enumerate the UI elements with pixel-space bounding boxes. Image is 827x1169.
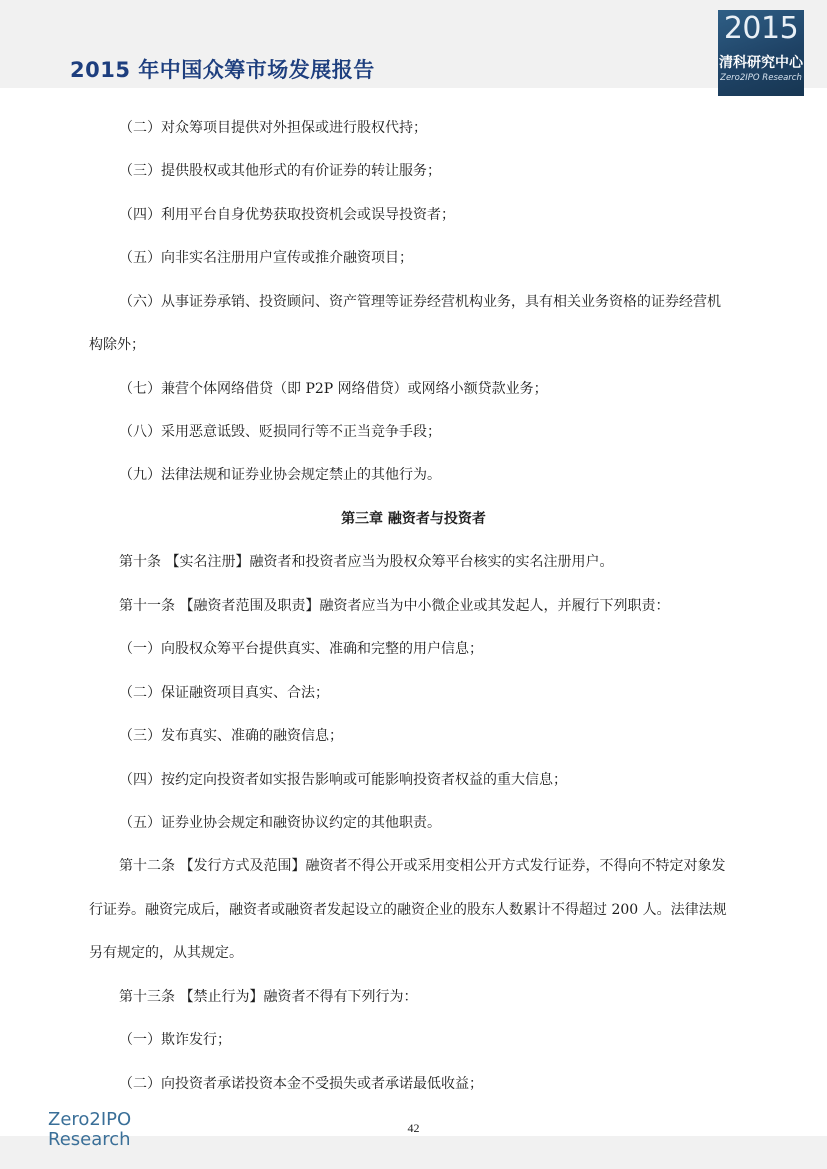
clause-line: 构除外； <box>89 337 145 353</box>
logo-name-cn: 清科研究中心 <box>719 55 803 71</box>
page-number: 42 <box>407 1121 420 1135</box>
article-line: 第十一条 【融资者范围及职责】融资者应当为中小微企业或其发起人，并履行下列职责： <box>119 598 670 614</box>
clause-line: （二）对众筹项目提供对外担保或进行股权代持； <box>119 120 427 136</box>
article-line: 第十三条 【禁止行为】融资者不得有下列行为： <box>119 989 418 1005</box>
zero2ipo-logo-badge <box>718 10 804 96</box>
clause-line: （三）提供股权或其他形式的有价证券的转让服务； <box>119 163 441 179</box>
clause-line: （二）保证融资项目真实、合法； <box>119 685 329 701</box>
clause-line: （五）向非实名注册用户宣传或推介融资项目； <box>119 250 413 266</box>
logo-year: 2015 <box>723 11 799 46</box>
footer-logo-line2: Research <box>48 1129 131 1150</box>
article-line: 行证券。融资完成后，融资者或融资者发起设立的融资企业的股东人数累计不得超过 200 人。法律法规 <box>89 902 727 918</box>
clause-line: （二）向投资者承诺投资本金不受损失或者承诺最低收益； <box>119 1076 483 1092</box>
clause-line: （一）向股权众筹平台提供真实、准确和完整的用户信息； <box>119 641 483 657</box>
logo-name-en: Zero2IPO Research <box>720 73 802 83</box>
article-line: 另有规定的，从其规定。 <box>89 945 243 961</box>
clause-line: （六）从事证券承销、投资顾问、资产管理等证券经营机构业务，具有相关业务资格的证券经营机 <box>119 294 721 310</box>
clause-line: （九）法律法规和证券业协会规定禁止的其他行为。 <box>119 467 441 483</box>
clause-line: （五）证券业协会规定和融资协议约定的其他职责。 <box>119 815 441 831</box>
clause-line: （七）兼营个体网络借贷（即 P2P 网络借贷）或网络小额贷款业务； <box>119 381 548 397</box>
chapter-heading: 第三章 融资者与投资者 <box>341 511 486 527</box>
report-title: 2015 年中国众筹市场发展报告 <box>70 58 375 82</box>
article-line: 第十二条 【发行方式及范围】融资者不得公开或采用变相公开方式发行证券，不得向不特定对象发 <box>119 858 726 874</box>
clause-line: （一）欺诈发行； <box>119 1032 231 1048</box>
article-line: 第十条 【实名注册】融资者和投资者应当为股权众筹平台核实的实名注册用户。 <box>119 554 614 570</box>
footer-logo-line1: Zero2IPO <box>48 1109 132 1130</box>
clause-line: （四）利用平台自身优势获取投资机会或误导投资者； <box>119 207 455 223</box>
clause-line: （八）采用恶意诋毁、贬损同行等不正当竞争手段； <box>119 424 441 440</box>
clause-line: （四）按约定向投资者如实报告影响或可能影响投资者权益的重大信息； <box>119 772 567 788</box>
clause-line: （三）发布真实、准确的融资信息； <box>119 728 343 744</box>
